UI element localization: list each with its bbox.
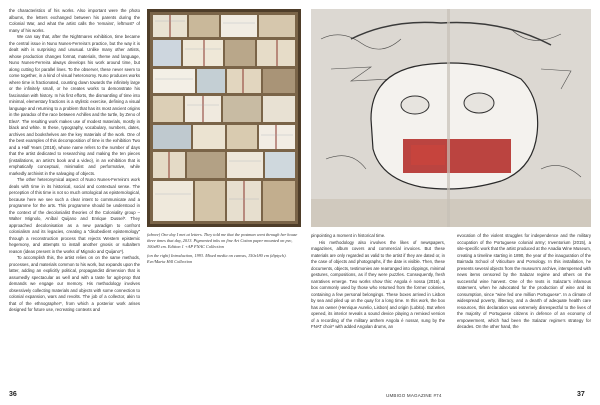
paragraph: We can say that, after the Nightmares exhibition, time became the central issue in Nuno Nunes-Ferreira’s practice, but the way it is dealt with is surprising and unusual. Unlike many other artists, whose production changes format, materials, theme and language, Nuno Nunes-Ferreira always develops his work around time, but along cutting for parallel lines. To the observer, these never seem to come together, in a kind of visual heteronomy. Nuno produces works where time is fractionated, counting down towards the infinitely large or the infinitely small, or he creates works to demonstrate his fascination with history. In his first efforts, the dismantling of time into minimal, elementary fractions is a stylistic exercise, defining a visual language and returning to a problem that has its most ancient origins in the paradox of the race between Achilles and the turtle, by Zeno of Elea*. The resulting work makes use of modest materials, mostly in black and white. In these, typography, vocabulary, numbers, dates, archives and bookshelves are the key materials of the work. One of the best examples of this decomposition of time is the exhibition Two and a Half Years (2018), whose name refers to the number of days that the artist dedicated to researching and making the ten pieces (installations, an artist’s book and a video), in an exhibition that is emphatically conceptual, minimalist and performative, while markedly archivist in the salvaging of objects. [9,34,140,176]
paragraph: the characteristics of his works. Also important were the photo albums, the letters exchanged between his parents during the Colonial War, and what the artist calls the ‘remains’, leftmost* of many of his works. [9,8,140,33]
caption-above: (above) One day I met at letters. They told me that the postman went through her house three times that day, 2013. Pigmented inks on fine Art Cotton paper mounted on pvc, 100x80 cm. Edition 1 +AP FNAC Collection [147,232,298,249]
paragraph: The other heteronymical aspect of Nuno Nunes-Ferreira’s work deals with time in its historical, social and contextual sense. The perception of this time is not so much ontological as epistemological, because here we see such a clear intent to communicate and a programme for the arts. This programme should be understood in the context of the decolonialist theories of the Coloniality group – Walter Mignolo, Aníbal Quijano and Enrique Dussel*. They approached decolonisation as a new paradigm to confront colonialism and its legacies, creating a “disobedient epistemology” through a reconstruction process that rejects Western epistemic hegemony, and attempts to install another gnosis or subaltern reason (ideas present in the works of Mignolo and Quijano*). [9,177,140,254]
page-number-left: 36 [9,391,17,398]
paragraph: pinpointing a moment in historical time. [311,233,386,238]
right-body-column-b [457,233,591,388]
diptych-seam [447,9,450,227]
paragraph: His methodology also involves the likes of newspapers, magazines, album covers and commercial invoices. But these materials are only regarded as valid to the artist if they are dated or, in the case of objects and photographs, if the date is visible. Then, these documents, objects, testimonies are rearranged into clippings, minimal gestures, compositions, as if they were puzzles. Consequently, fresh narratives emerge. Two works show this: Angola é nossa (2016), a box commonly used by those who returned from the former colonies, containing a few personal belongings. These boxes arrived in Lisbon by sea and piled up on the quay for a long time. In this work, the box has an owner (Henrique Aurelio, Lisbon) and origin (Lobito). But when opened, its interior reveals a sound device playing a remixed version of a recording of the military anthem Angola é nossa!, sung by the FNAT choir* with added Angolan drums, an [311,239,445,329]
page-number-right: 37 [577,391,585,398]
letters-crate-photo [147,9,301,227]
paragraph: evocation of the violent struggles for independence and the military occupation of the Portuguese colonial army; Inventorium (2015), a site-specific work that the artist produced at the Anadia Wine Museum, creating a timeline starting in 1890, the year of the inauguration of the Bairrada School of Viticulture and Pomology. In this installation, he presents several objects from the museum’s archive, interspersed with news items censored by the Salazar regime and others on the successful wine harvest. One of the texts is Salazar’s infamous statement, when he advocated for the production of wine and its consumption, since “wine fed one million Portuguese”. In a climate of widespread poverty, illiteracy, and a dearth of adequate health care resources, this declaration was extremely disrespectful to the lives of the majority of Portuguese citizens in defence of an economy of empowerment, which had been the Salazar regime’s strategy for decades. On the other hand, the [457,233,591,329]
image-captions [147,232,301,269]
painting-photo [311,9,591,227]
painted-eye-left [401,96,429,114]
magazine-footer: UMBIGO MAGAZINE #74 [386,393,442,398]
paragraph: To accomplish this, the artist relies on on the same methods, processes, and materials common to his work, but expands upon the latter, adding an explicitly political, propagandist dimension that is assumedly spectacular as well and with a taste for agit-prop that demands we engage our memory. His methodology involves obsessively collecting materials and objects with some connection to colonial expansion, wars and revolts. The job of a collector, akin to that of the ethnographer*, from which a posterior work arises designed for future use, recreating contexts and [9,255,140,312]
left-body-column [9,8,140,386]
painted-eye-right [464,93,494,113]
right-body-column-a [311,233,445,388]
caption-right: (on the right) Introduction, 1993. Mixed media on canvas, 150x180 cm (diptych). Eve/Maria Hill Collection [147,253,287,265]
